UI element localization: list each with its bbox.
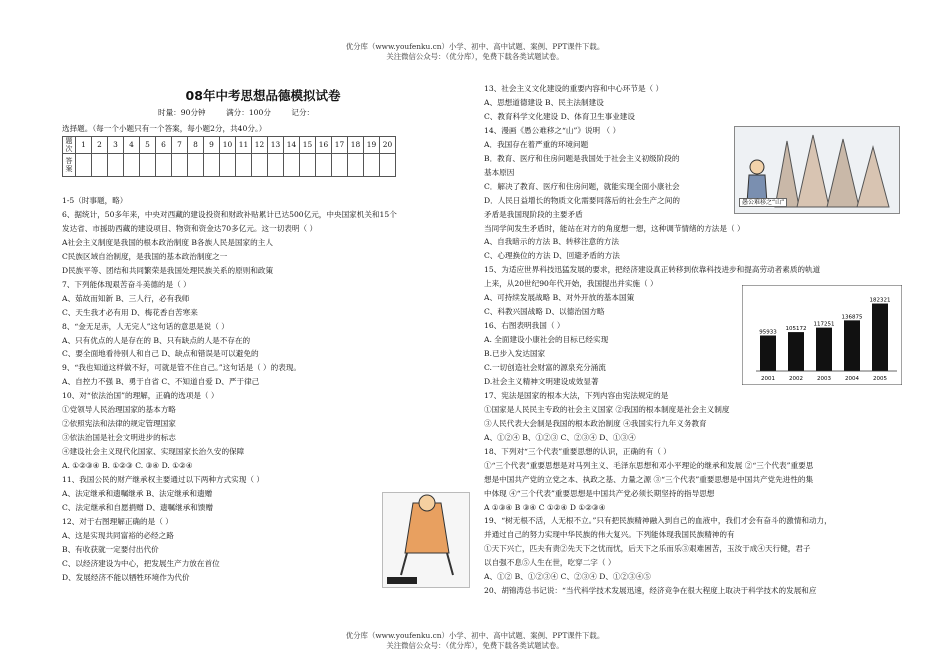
answer-blank-cell[interactable] [188, 154, 204, 177]
question-line: 矛盾是我国现阶段的主要矛盾 [484, 209, 583, 219]
question-line: ①国家是人民民主专政的社会主义国家 ②我国的根本制度是社会主义制度 [484, 404, 730, 414]
question-line: 当同学间发生矛盾时，能站在对方的角度想一想，这种调节情绪的方法是（ ） [484, 223, 745, 233]
answer-number-cell: 7 [172, 137, 188, 154]
cartoon-caption-box [387, 577, 417, 584]
mountain-caption: 愚公难移之“山” [739, 198, 787, 208]
question-line: C．解决了教育、医疗和住房问题，就能实现全面小康社会 [484, 181, 680, 191]
section-heading: 选择题。（每一个小题只有一个答案，每小题2分，共40分。） [62, 124, 267, 133]
cartoon-figure-legs [401, 553, 453, 575]
question-line: 6、据统计，50多年来，中央对西藏的建设投资和财政补贴累计已达500亿元，中央国家机关和15个 [62, 209, 397, 219]
mountain-peak-4 [857, 147, 889, 207]
cartoon-figure-head [419, 495, 435, 511]
question-line: 18、下列对“三个代表”重要思想的认识，正确的有（ ） [484, 446, 671, 456]
exam-grade: 记分： [291, 108, 315, 117]
answer-number-cell: 2 [92, 137, 108, 154]
answer-number-cell: 17 [332, 137, 348, 154]
question-line: 12、对于右图理解正确的是（ ） [62, 516, 173, 526]
answer-blank-cell[interactable] [140, 154, 156, 177]
question-line: D民族平等、团结和共同繁荣是我国处理民族关系的原则和政策 [62, 265, 274, 275]
question-line: C民族区域自治制度，是我国的基本政治制度之一 [62, 251, 228, 261]
question-line: ③依法治国是社会文明进步的标志 [62, 433, 176, 443]
question-line: A社会主义制度是我国的根本政治制度 B各族人民是国家的主人 [62, 237, 273, 247]
footer-line-2: 关注微信公众号：（优分库），免费下载各类试题试卷。 [386, 641, 564, 650]
question-line: A、①② B、①②③④ C、②③④ D、①②③④⑤ [484, 572, 651, 582]
exam-meta [158, 108, 378, 117]
answer-number-cell: 4 [124, 137, 140, 154]
answer-table-header-answer: 答案 [63, 154, 76, 177]
chart-value-label: 182321 [869, 297, 891, 304]
growth-bar-chart [742, 285, 902, 385]
exam-score: 满分：100分 [226, 108, 271, 117]
question-line: A、自我暗示的方法 B、转移注意的方法 [484, 237, 619, 247]
question-line: D.社会主义精神文明建设成效显著 [484, 376, 599, 386]
question-line: D．人民日益增长的物质文化需要同落后的社会生产之间的 [484, 195, 680, 205]
question-line: 基本原因 [484, 167, 515, 177]
chart-category-label: 2002 [789, 376, 803, 382]
chart-bar [844, 320, 860, 371]
question-line: 16、右图表明我国（ ） [484, 321, 565, 331]
answer-number-cell: 9 [204, 137, 220, 154]
question-line: 以自强不息⑤人生在世，吃穿二字（ ） [484, 558, 616, 568]
question-line: C、科教兴国战略 D、以德治国方略 [484, 307, 605, 317]
chart-category-label: 2005 [873, 376, 887, 382]
answer-blank-cell[interactable] [364, 154, 380, 177]
answer-blank-cell[interactable] [108, 154, 124, 177]
question-line: 中体现 ④“三个代表”重要思想是中国共产党必须长期坚持的指导思想 [484, 488, 715, 498]
header-line-2: 关注微信公众号：（优分库），免费下载各类试题试卷。 [386, 52, 564, 61]
answer-blank-cell[interactable] [220, 154, 236, 177]
answer-blank-cell[interactable] [268, 154, 284, 177]
answer-table-header-number: 题次 [63, 137, 76, 154]
chart-category-label: 2001 [761, 376, 775, 382]
answer-blank-cell[interactable] [332, 154, 348, 177]
answer-blank-cell[interactable] [252, 154, 268, 177]
answer-number-cell: 13 [268, 137, 284, 154]
answer-blank-cell[interactable] [284, 154, 300, 177]
question-line: 1-5（时事题，略） [62, 196, 128, 205]
question-line: A．我国存在着严重的环境问题 [484, 139, 589, 149]
cartoon-drawing [383, 493, 469, 587]
question-line: A、茹故而知新 B、三人行，必有我师 [62, 293, 190, 303]
chart-value-label: 105172 [785, 326, 807, 333]
cartoon-image [382, 492, 470, 588]
answer-blank-cell[interactable] [156, 154, 172, 177]
answer-number-cell: 15 [300, 137, 316, 154]
question-line: 发达省、市援助西藏的建设项目、物资和资金达70多亿元。这一切表明（ ） [62, 223, 318, 233]
answer-blank-cell[interactable] [380, 154, 396, 177]
question-line: B．教育、医疗和住房问题是我国处于社会主义初级阶段的 [484, 153, 680, 163]
chart-category-label: 2003 [817, 376, 831, 382]
footer-line-1: 优分库（www.youfenku.cn）小学、初中、高中试题、案例、PPT课件下载。 [345, 631, 605, 640]
answer-number-cell: 8 [188, 137, 204, 154]
mountain-peak-3 [827, 139, 859, 207]
question-line: C、法定继承和自愿捐赠 D、遗嘱继承和馈赠 [62, 502, 213, 512]
question-line: A、法定继承和遗嘱继承 B、法定继承和遗赠 [62, 488, 213, 498]
question-line: A. 全面建设小康社会的目标已经实现 [484, 335, 609, 345]
answer-number-cell: 1 [76, 137, 92, 154]
question-line: D、发展经济不能以牺牲环境作为代价 [62, 572, 190, 582]
answer-number-cell: 18 [348, 137, 364, 154]
answer-blank-cell[interactable] [124, 154, 140, 177]
question-line: 13、社会主义文化建设的重要内容和中心环节是（ ） [484, 84, 664, 93]
question-line: A. ①②③④ B. ①②③ C. ③④ D. ①②④ [62, 461, 193, 471]
question-line: 19、“树无根不活，人无根不立。”只有把民族精神融入到自己的血液中，我们才会有奋斗的激情和动力， [484, 516, 832, 526]
question-line: 11、我国公民的财产继承权主要通过以下两种方式实现（ ） [62, 475, 264, 484]
header-line-1: 优分库（www.youfenku.cn）小学、初中、高中试题、案例、PPT课件下载。 [345, 42, 605, 51]
exam-time: 时量：90分钟 [158, 108, 206, 117]
question-line: 上来，从20世纪90年代开始，我国提出并实施（ ） [484, 279, 658, 289]
answer-number-cell: 14 [284, 137, 300, 154]
chart-bar [760, 336, 776, 371]
question-line: 想是中国共产党的立党之本、执政之基、力量之源 ③“三个代表”重要思想是中国共产党先进性的集 [484, 474, 814, 484]
page-header [0, 42, 950, 62]
question-line: A、思想道德建设 B、民主法制建设 [484, 97, 604, 107]
question-line: 10、对“依法治国”的理解，正确的选项是（ ） [62, 391, 219, 401]
question-line: 17、宪法是国家的根本大法，下列内容由宪法规定的是 [484, 390, 669, 400]
answer-number-cell: 16 [316, 137, 332, 154]
question-line: 15、为适应世界科技迅猛发展的要求，把经济建设真正转移到依靠科技进步和提高劳动者素质的轨道 [484, 265, 821, 275]
answer-number-cell: 11 [236, 137, 252, 154]
question-line: A、①②④ B、①②③ C、②③④ D、①③④ [484, 432, 636, 442]
mountain-peak-2 [797, 135, 829, 207]
exam-title: 08年中考思想品德模拟试卷 [185, 88, 341, 103]
question-line: 20、胡锦涛总书记说：“当代科学技术发展迅速，经济竞争在很大程度上取决于科学技术的发展和应 [484, 586, 817, 596]
question-line: C、要全面地看待别人和自己 D、缺点和错误是可以避免的 [62, 349, 259, 359]
chart-bar [788, 332, 804, 371]
answer-blank-cell[interactable] [92, 154, 108, 177]
mountain-cartoon-image [734, 126, 900, 214]
question-line: ④建设社会主义现代化国家、实现国家长治久安的保障 [62, 447, 245, 457]
chart-value-label: 117251 [813, 321, 835, 328]
answer-blank-cell[interactable] [300, 154, 316, 177]
old-man-head [750, 160, 764, 174]
question-line: 并通过自己的努力实现中华民族的伟大复兴。下列能体现我国民族精神的有 [484, 530, 735, 540]
chart-value-label: 136875 [841, 314, 863, 321]
answer-blank-cell[interactable] [76, 154, 92, 177]
question-line: A、可持续发展战略 B、对外开放的基本国策 [484, 293, 635, 303]
chart-value-label: 95933 [759, 329, 777, 336]
question-line: ②依照宪法和法律的规定管理国家 [62, 419, 176, 429]
question-line: A、自控力不强 B、勇于自省 C、不知道自爱 D、严于律己 [62, 377, 260, 387]
question-line: 14、漫画《愚公难移之“山”》说明 （ ） [484, 125, 621, 135]
question-line: C、天生我才必有用 D、梅花香自苦寒来 [62, 307, 198, 317]
question-line: A、这是实现共同富裕的必经之路 [62, 530, 174, 540]
question-line: 9、“我也知道这样做不好，可就是管不住自己。”这句话是（ ）的表现。 [62, 363, 302, 373]
question-line: ①天下兴亡，匹夫有责②先天下之忧而忧，后天下之乐而乐③艰难困苦，玉汝于成④天行健，君子 [484, 544, 811, 554]
question-line: C、以经济建设为中心，把发展生产力放在首位 [62, 558, 220, 568]
question-line: C、教育科学文化建设 D、体育卫生事业建设 [484, 111, 635, 121]
page-footer [0, 631, 950, 651]
answer-number-cell: 20 [380, 137, 396, 154]
question-line: ①“三个代表”重要思想是对马列主义、毛泽东思想和邓小平理论的继承和发展 ②“三个代表”重要思 [484, 460, 814, 470]
answer-number-cell: 19 [364, 137, 380, 154]
answer-blank-cell[interactable] [348, 154, 364, 177]
answer-blank-cell[interactable] [236, 154, 252, 177]
answer-blank-cell[interactable] [316, 154, 332, 177]
answer-number-cell: 12 [252, 137, 268, 154]
answer-number-cell: 3 [108, 137, 124, 154]
answer-blank-cell[interactable] [172, 154, 188, 177]
answer-number-cell: 5 [140, 137, 156, 154]
chart-svg [742, 285, 902, 385]
answer-number-cell: 6 [156, 137, 172, 154]
answer-blank-cell[interactable] [204, 154, 220, 177]
question-line: 7、下列能体现艰苦奋斗美德的是（ ） [62, 279, 191, 289]
question-line: 8、“金无足赤，人无完人”这句话的意思是说（ ） [62, 321, 229, 331]
question-line: ③人民代表大会制是我国的根本政治制度 ④我国实行九年义务教育 [484, 418, 707, 428]
question-line: ①党领导人民治理国家的基本方略 [62, 405, 176, 415]
chart-category-label: 2004 [845, 376, 859, 382]
question-line: B.已步入发达国家 [484, 349, 546, 359]
answer-number-cell: 10 [220, 137, 236, 154]
chart-bar [872, 304, 888, 371]
question-line: C、心理换位的方法 D、回避矛盾的方法 [484, 251, 620, 261]
answer-table [62, 136, 396, 177]
chart-bar [816, 328, 832, 371]
question-line: A ①③④ B ③④ C ①②④ D ①②③④ [484, 502, 606, 512]
question-line: B、有收获就一定要付出代价 [62, 544, 159, 554]
question-line: C.一切创造社会财富的源泉充分涌流 [484, 363, 606, 372]
question-line: A、只有优点的人是存在的 B、只有缺点的人是不存在的 [62, 335, 251, 345]
